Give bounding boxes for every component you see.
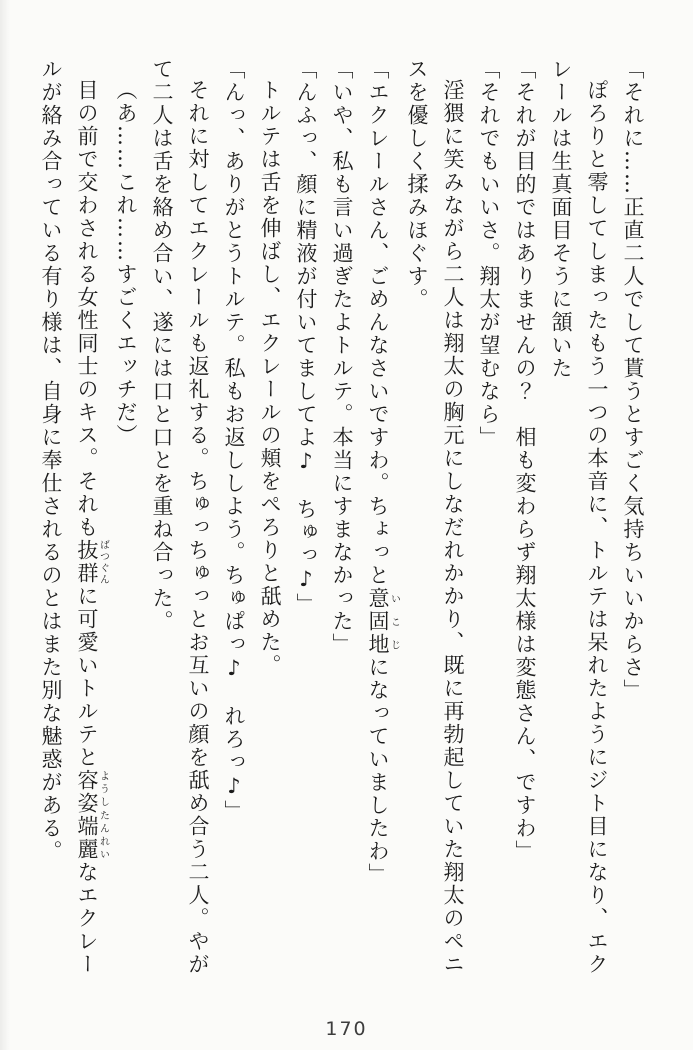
paragraph: 目の前で交わされる女性同士のキス。それも抜群ばつぐんに可愛いトルテと容姿端麗ようしたんれいなエクレールが絡み合っている有り様は、自身に奉仕されるのとはまた別な魅惑がある。 [39, 58, 109, 976]
paragraph: ぽろりと零してしまったもう一つの本音に、トルテは呆れたようにジト目になり、エクレールは生真面目そうに頷いた [549, 58, 609, 976]
paragraph: 淫猥に笑みながら二人は翔太の胸元にしなだれかかり、既に再勃起していた翔太のペニスを優しく揉みほぐす。 [405, 58, 465, 976]
furigana-annotated-text: 意固地いこじ [366, 587, 400, 656]
paragraph: それに対してエクレールも返礼する。ちゅっちゅっとお互いの顔を舐め合う二人。やがて二人は舌を絡め合い、遂には口と口とを重ね合った。 [150, 58, 210, 976]
paragraph: 「んっ、ありがとうトルテ。私もお返ししよう。ちゅぱっ♪ れろっ♪」 [222, 58, 246, 823]
paragraph: 「それに……正直二人でして貰うとすごく気持ちいいからさ」 [621, 58, 645, 702]
paragraph: （あ……これ……すごくエッチだ） [114, 79, 138, 447]
furigana-annotated-text: 容姿端麗ようしたんれい [75, 769, 109, 861]
furigana-annotated-text: 抜群ばつぐん [75, 539, 109, 585]
paragraph: トルテは舌を伸ばし、エクレールの頬をぺろりと舐めた。 [258, 79, 282, 677]
paragraph: 「エクレールさん、ごめんなさいですわ。ちょっと意固地いこじになっていましたわ」 [366, 58, 400, 886]
paragraph: 「いや、私も言い過ぎたよトルテ。本当にすまなかった」 [330, 58, 354, 656]
paragraph: 「それでもいいさ。翔太が望むなら」 [477, 58, 501, 449]
paragraph: 「んふっ、顔に精液が付いてましてよ♪ ちゅっ♪」 [294, 58, 318, 616]
novel-text-block [33, 58, 651, 986]
page-number: 170 [325, 1018, 368, 1040]
paragraph: 「それが目的ではありませんの？ 相も変わらず翔太様は変態さん、ですわ」 [513, 58, 537, 863]
